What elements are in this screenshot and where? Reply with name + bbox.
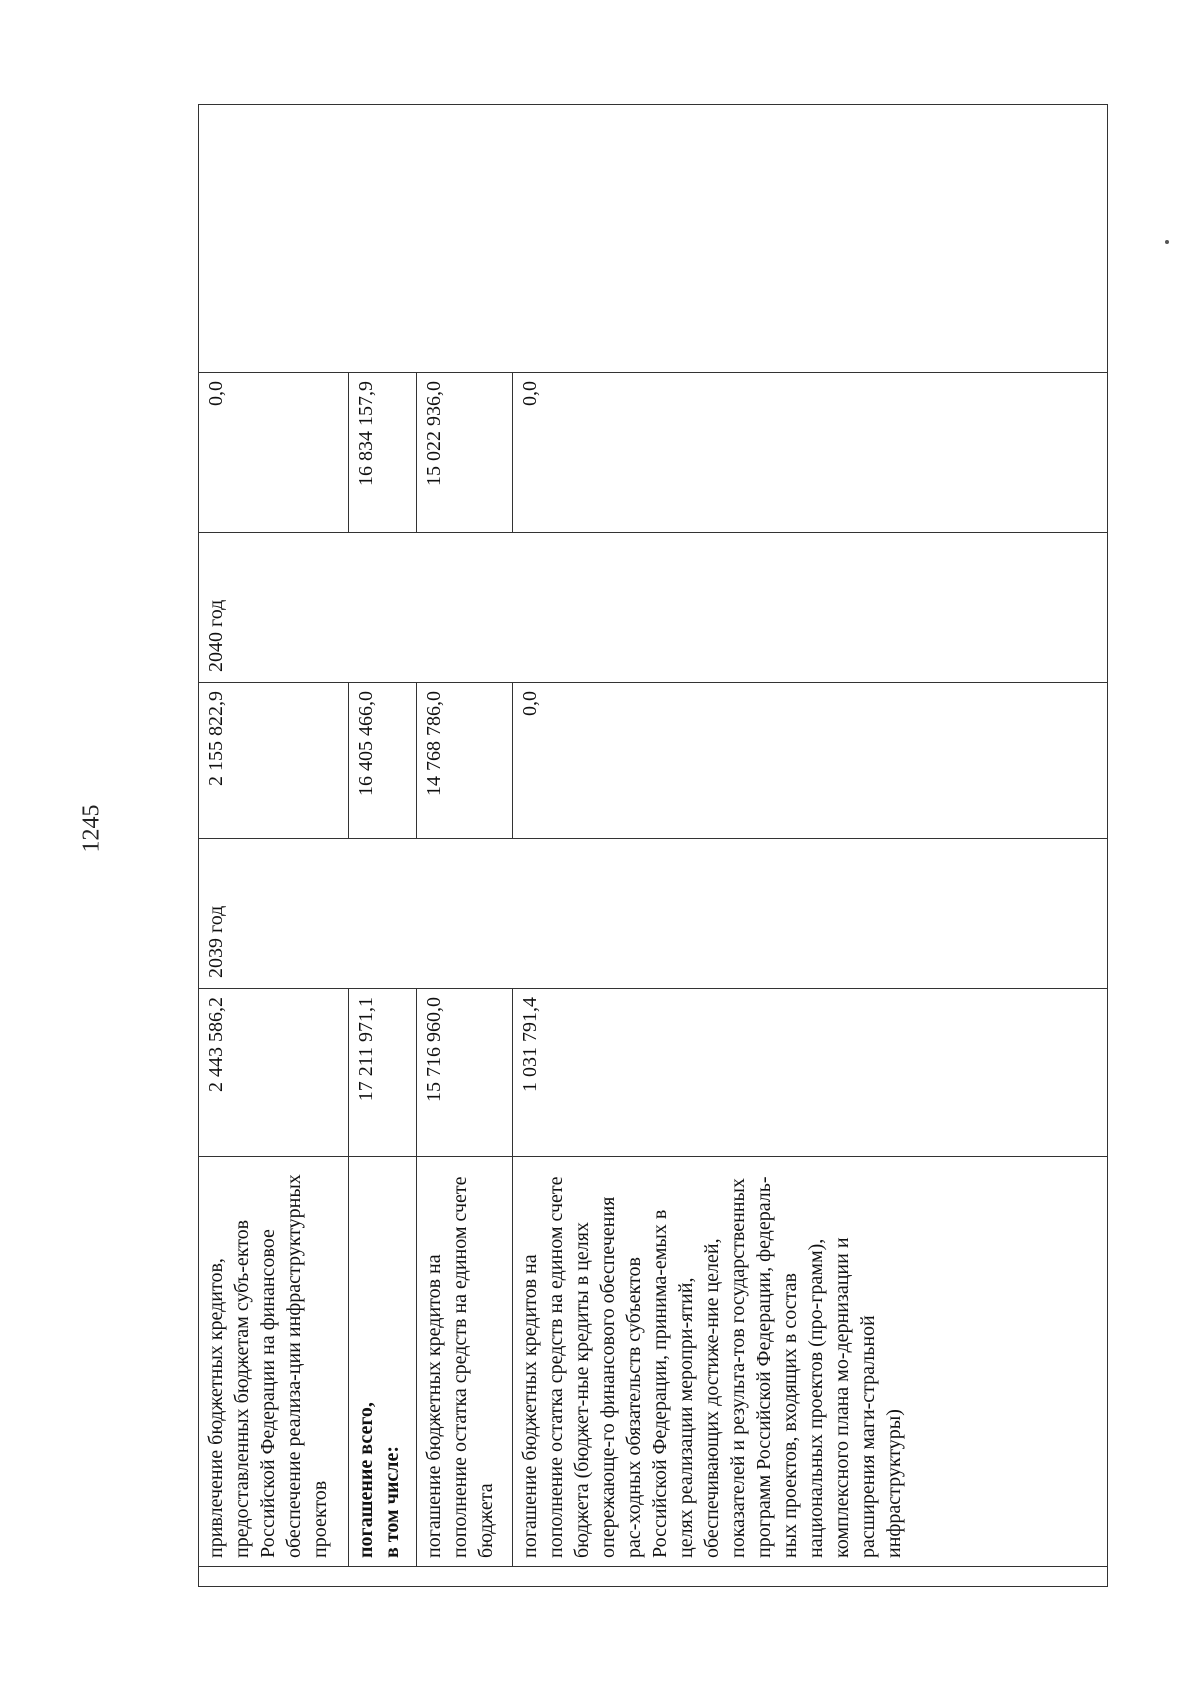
page-number: 1245 [78, 804, 105, 853]
value-cell: 17 211 971,1 [349, 989, 417, 1157]
value-cell: 1 031 791,4 [513, 989, 1108, 1157]
value-cell: 0,0 [513, 373, 1108, 533]
blank-margin-cell [199, 1567, 1108, 1587]
blank-right-cell [199, 105, 1108, 373]
budget-table-rotated [198, 105, 1108, 1587]
row-label: погашение бюджетных кредитов на пополнение остатка средств на едином счете бюджета [417, 1157, 513, 1567]
value-cell: 16 834 157,9 [349, 373, 417, 533]
row-label [349, 1157, 417, 1567]
year-header-2040: 2040 год [199, 533, 1108, 683]
value-cell: 0,0 [199, 373, 349, 533]
budget-credits-table [198, 104, 1108, 1587]
row-label: погашение бюджетных кредитов на пополнение остатка средств на едином счете бюджета (бюджет-ные кредиты в целях опережающе-го финансового обеспечения рас-ходных обязательств субъектов Российской Федерации, принима-емых в целях реализации меропри-ятий, обеспечивающих достиже-ние целей, показателей и результа-тов государственных программ Российской Федерации, федераль-ных проектов, входящих в состав национальных проектов (про-грамм), комплексного плана мо-дернизации и расширения маги-стральной инфраструктуры) [513, 1157, 1108, 1567]
value-cell: 14 768 786,0 [417, 683, 513, 839]
value-cell: 2 443 586,2 [199, 989, 349, 1157]
value-cell: 15 022 936,0 [417, 373, 513, 533]
value-cell: 15 716 960,0 [417, 989, 513, 1157]
row-label-line: в том числе: [381, 1445, 403, 1558]
row-label-line: погашение всего, [355, 1402, 377, 1558]
value-cell: 2 155 822,9 [199, 683, 349, 839]
value-cell: 0,0 [513, 683, 1108, 839]
value-cell: 16 405 466,0 [349, 683, 417, 839]
table-row [199, 105, 349, 1587]
scan-speck [1165, 240, 1169, 244]
row-label: привлечение бюджетных кредитов, предоставленных бюджетам субъ-ектов Российской Федерации на финансовое обеспечение реализа-ции инфраструктурных проектов [199, 1157, 349, 1567]
year-header-2039: 2039 год [199, 839, 1108, 989]
